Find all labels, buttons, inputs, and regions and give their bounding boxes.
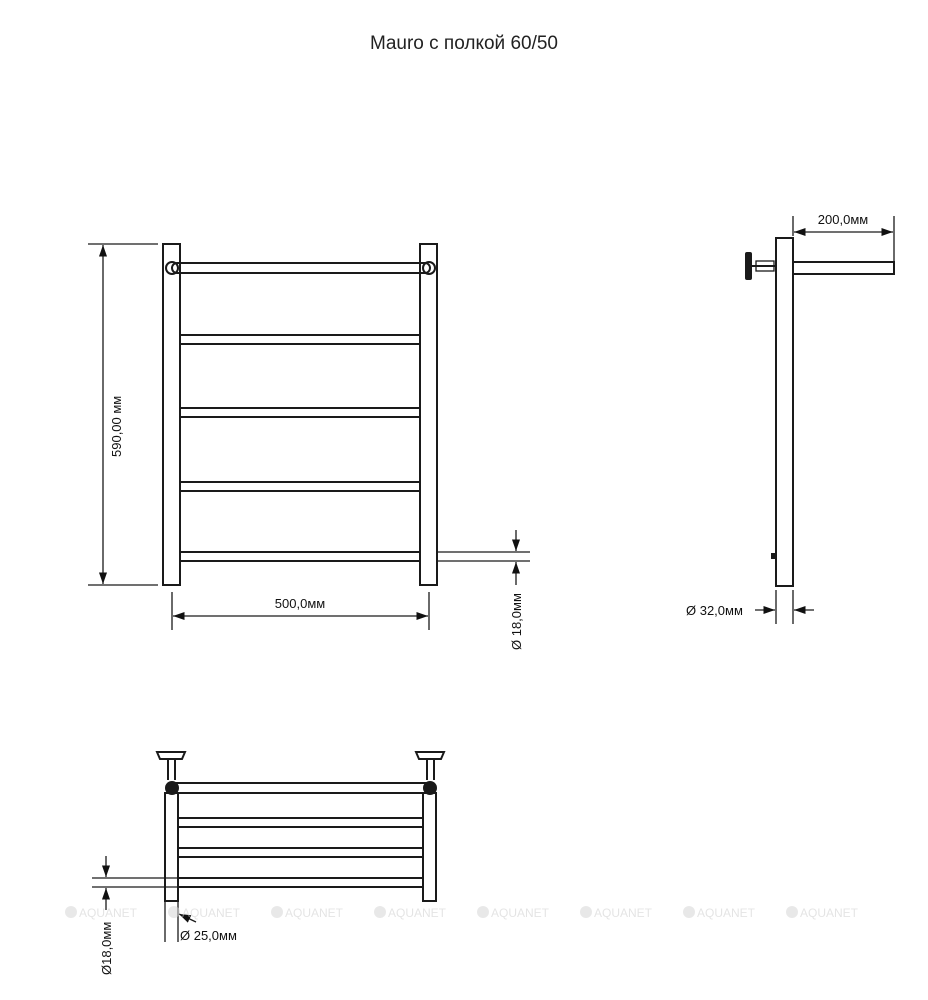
svg-text:AQUANET: AQUANET [800,906,859,920]
wall-mount-plate [745,252,752,280]
svg-text:AQUANET: AQUANET [182,906,241,920]
rung-1 [180,335,420,344]
top-view [92,752,444,975]
shelf-bar-3 [178,878,423,887]
rung-3 [180,482,420,491]
watermark [477,906,550,920]
side-bottom-tab [771,553,776,559]
watermark [65,906,138,920]
top-round-bar [172,263,430,273]
top-rail [176,783,426,793]
bar-diameter-front-label: Ø 18,0мм [509,593,524,650]
rung-2 [180,408,420,417]
top-bar-diameter-label: Ø18,0мм [99,921,114,975]
width-label: 500,0мм [274,596,326,611]
rung-4 [180,552,420,561]
front-view [88,244,530,650]
watermark [374,906,447,920]
svg-text:AQUANET: AQUANET [388,906,447,920]
shelf-bar-2 [178,848,423,857]
watermark [580,906,653,920]
right-post [420,244,437,585]
side-view [686,212,894,624]
watermark [786,906,859,920]
watermark [683,906,756,920]
svg-text:AQUANET: AQUANET [697,906,756,920]
post-diameter-label: Ø 32,0мм [686,603,743,618]
right-mount-plate [416,752,444,759]
top-left-post [165,793,178,901]
watermark [271,906,344,920]
svg-text:AQUANET: AQUANET [491,906,550,920]
shelf-bar-1 [178,818,423,827]
watermark [168,906,241,920]
side-shelf [793,262,894,274]
svg-text:AQUANET: AQUANET [285,906,344,920]
left-mount-plate [157,752,185,759]
svg-text:AQUANET: AQUANET [79,906,138,920]
top-right-post [423,793,436,901]
side-post [776,238,793,586]
watermark-row [65,906,859,920]
page-title: Mauro с полкой 60/50 [370,33,558,54]
left-post [163,244,180,585]
mount-diameter-label: Ø 25,0мм [180,928,237,943]
height-label: 590,00 мм [109,395,124,457]
svg-text:AQUANET: AQUANET [594,906,653,920]
depth-label: 200,0мм [817,212,869,227]
